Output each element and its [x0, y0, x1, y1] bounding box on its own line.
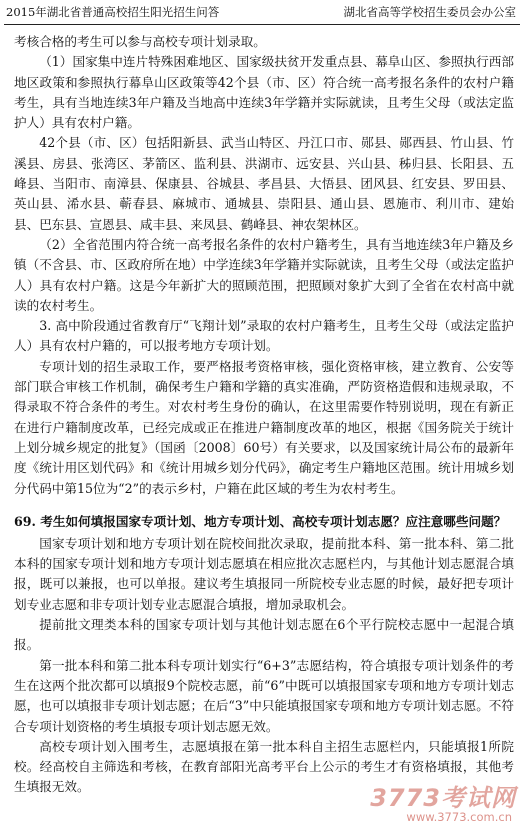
- paragraph-condition-1: （1）国家集中连片特殊困难地区、国家级扶贫开发重点县、幕阜山区、参照执行西部地区政策和参照执行幕阜山区政策等42个县（市、区）符合统一高考报名条件的农村户籍考生，具有当地连续3年户籍及当地高中连续3年学籍并实际就读，且考生父母（或法定监护人）具有农村户籍。: [14, 54, 514, 131]
- site-watermark: [338, 774, 516, 834]
- answer-paragraph-4: 高校专项计划入围考生，志愿填报在第一批本科自主招生志愿栏内，只能填报1所院校。经高校自主筛选和考核，在教育部阳光高考平台上公示的考生才有资格填报，其他考生填报无效。: [14, 738, 514, 795]
- header-book-title: 2015年湖北省普通高校招生阳光招生问答: [6, 5, 220, 19]
- paragraph-intro: 考核合格的考生可以参与高校专项计划录取。: [14, 34, 266, 49]
- page-header: [0, 0, 524, 26]
- answer-paragraph-1: 国家专项计划和地方专项计划在院校间批次录取，提前批本科、第一批本科、第二批本科的国家专项计划和地方专项计划志愿填在相应批次志愿栏内，与其他计划志愿混合填报，既可以兼报，也可以单报。建议考生填报同一所院校专业志愿的时候，最好把专项计划专业志愿和非专项计划专业志愿混合填报，增加录取机会。: [14, 535, 514, 612]
- answer-paragraph-2: 提前批文理类本科的国家专项计划与其他计划志愿在6个平行院校志愿中一起混合填报。: [14, 617, 514, 653]
- watermark-url: www.3773.com.cn: [406, 810, 512, 824]
- paragraph-condition-3: 3. 高中阶段通过省教育厅“飞翔计划”录取的农村户籍考生，且考生父母（或法定监护人）具有农村户籍的，可以报考地方专项计划。: [14, 318, 514, 354]
- paragraph-condition-2: （2）全省范围内符合统一高考报名条件的农村户籍考生，具有当地连续3年户籍及乡镇（不含县、市、区政府所在地）中学连续3年学籍并实际就读，且考生父母（或法定监护人）具有农村户籍。这是今年新扩大的照顾范围，把照顾对象扩大到了全省在农村高中就读的农村考生。: [14, 236, 514, 313]
- document-body: [14, 32, 514, 798]
- answer-paragraph-3: 第一批本科和第二批本科专项计划实行“6+3”志愿结构，符合填报专项计划条件的考生在这两个批次都可以填报9个院校志愿，前“6”中既可以填报国家专项和地方专项计划志愿，也可以填报非专项计划志愿；在后“3”中只能填报国家专项和地方专项计划志愿。不符合专项计划资格的考生填报专项计划志愿无效。: [14, 657, 514, 734]
- header-publisher: 湖北省高等学校招生委员会办公室: [343, 5, 516, 19]
- paragraph-county-list: 42个县（市、区）包括阳新县、武当山特区、丹江口市、郧县、郧西县、竹山县、竹溪县、房县、张湾区、茅箭区、监利县、洪湖市、远安县、兴山县、秭归县、长阳县、五峰县、当阳市、南漳县、保康县、谷城县、孝昌县、大悟县、团风县、红安县、罗田县、英山县、浠水县、蕲春县、麻城市、通城县、崇阳县、通山县、恩施市、利川市、建始县、巴东县、宣恩县、咸丰县、来凤县、鹤峰县、神农架林区。: [14, 135, 514, 232]
- paragraph-review: 专项计划的招生录取工作，要严格报考资格审核，强化资格审核，建立教育、公安等部门联合审核工作机制，确保考生户籍和学籍的真实准确，严防资格造假和违规录取，不得录取不符合条件的考生。对农村考生身份的确认，在这里需要作特别说明，现在有新正在进行户籍制度改革，已经完成或正在推进户籍制度改革的地区，根据《国务院关于统计上划分城乡规定的批复》（国函〔2008〕60号）有关要求，以及国家统计局公布的最新年度《统计用区划代码》和《统计用城乡划分代码》，确定考生户籍地区范围。统计用城乡划分代码中第15位为“2”的表示乡村，户籍在此区域的考生为农村考生。: [14, 358, 514, 496]
- question-heading: 69. 考生如何填报国家专项计划、地方专项计划、高校专项计划志愿？应注意哪些问题？: [14, 513, 507, 529]
- header-rule: [4, 24, 520, 25]
- watermark-logo-text: 3773考试网: [370, 784, 516, 812]
